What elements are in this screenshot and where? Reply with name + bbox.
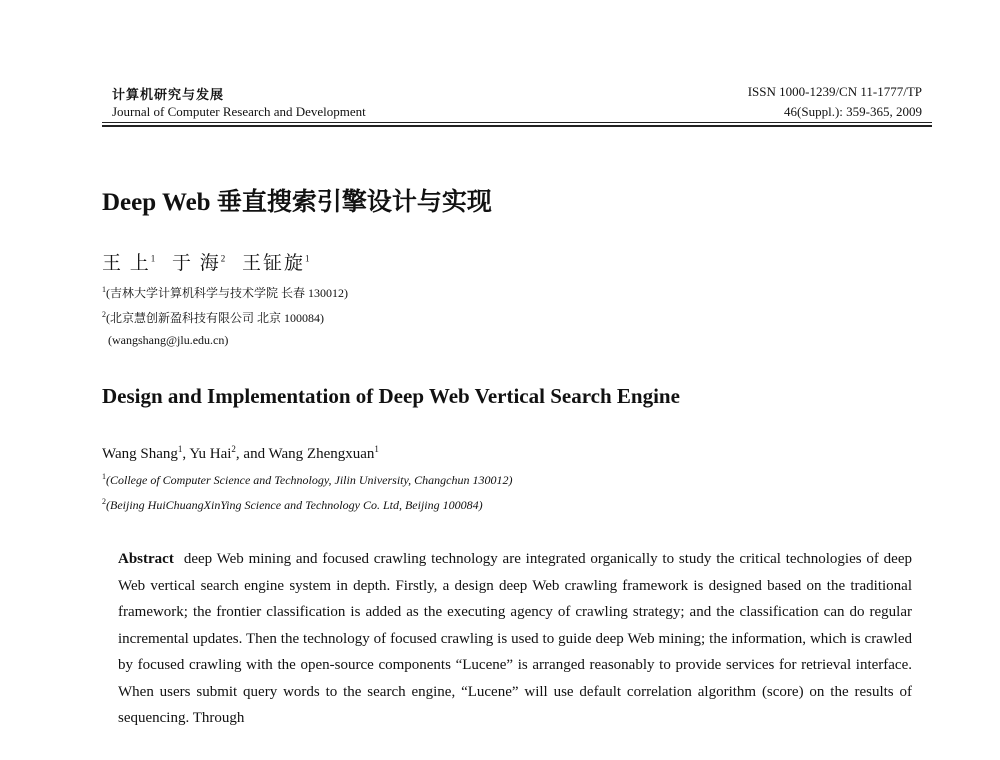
author-cn-2 — [172, 253, 225, 274]
affiliation-cn-2-text: (北京慧创新盈科技有限公司 北京 100084) — [106, 311, 324, 325]
journal-name-en: Journal of Computer Research and Development — [112, 104, 366, 119]
authors-cn — [102, 248, 320, 275]
author-en-3-sup: 1 — [374, 444, 379, 454]
author-en-2-sup: 2 — [231, 444, 236, 454]
affiliation-en-1-text: (College of Computer Science and Technology, Jilin University, Changchun 130012) — [106, 473, 513, 487]
author-cn-2-name: 于 海 — [172, 253, 221, 274]
author-cn-3-sup: 1 — [305, 253, 310, 264]
author-cn-3 — [242, 253, 310, 274]
author-cn-3-name: 王钲旋 — [242, 253, 306, 274]
affiliation-en-2 — [102, 497, 483, 513]
affiliation-cn-1 — [102, 284, 348, 301]
author-cn-1-sup: 1 — [150, 253, 156, 264]
affiliation-en-2-text: (Beijing HuiChuangXinYing Science and Technology Co. Ltd, Beijing 100084) — [106, 498, 483, 512]
header-rule-thick — [102, 125, 932, 127]
abstract-label: Abstract — [118, 551, 174, 567]
journal-name-cn: 计算机研究与发展 — [112, 87, 225, 102]
abstract — [118, 546, 912, 732]
journal-issn: ISSN 1000-1239/CN 11-1777/TP — [747, 84, 922, 99]
author-en-1-sup: 1 — [177, 444, 183, 454]
author-cn-1-name: 王 上 — [102, 253, 151, 274]
author-cn-2-sup: 2 — [220, 253, 226, 264]
paper-title-cn: Deep Web 垂直搜索引擎设计与实现 — [102, 189, 492, 216]
paper-title-en: Design and Implementation of Deep Web Vertical Search Engine — [102, 384, 680, 408]
author-en-3: and Wang Zhengxuan — [243, 446, 375, 462]
affiliation-en-1 — [102, 472, 513, 488]
journal-volume: 46(Suppl.): 359-365, 2009 — [784, 104, 922, 119]
authors-en: Wang Shang$^1$, Yu Hai$^2$, and Wang Zhengxuan$^1$ — [102, 444, 379, 462]
header-rule-thin — [102, 122, 932, 123]
affiliation-en-1-sup: 1 — [102, 472, 106, 481]
author-en-2: Yu Hai — [189, 446, 232, 462]
abstract-text: deep Web mining and focused crawling technology are integrated organically to study the critical technologies of deep Web vertical search engine system in depth. Firstly, a design deep Web crawling framework is designed based on the traditional framework; the frontier classification is added as the executing agency of crawling strategy; and the classification can do regular incremental updates. Then the technology of focused crawling is used to guide deep Web mining; the information, which is crawled by focused crawling with the open-source components “Lucene” is arranged reasonably to provide services for retrieval interface. When users submit query words to the search engine, “Lucene” will use default correlation algorithm (score) on the results of sequencing. Through — [118, 551, 912, 726]
author-en-1: Wang Shang — [102, 446, 178, 462]
affiliation-cn-2 — [102, 309, 324, 326]
affiliation-cn-1-sup: 1 — [102, 285, 106, 294]
author-cn-1 — [102, 253, 155, 274]
affiliation-en-2-sup: 2 — [102, 497, 106, 506]
affiliation-cn-1-text: (吉林大学计算机科学与技术学院 长春 130012) — [106, 286, 348, 300]
author-email: (wangshang@jlu.edu.cn) — [108, 333, 229, 347]
affiliation-cn-2-sup: 2 — [102, 310, 106, 319]
